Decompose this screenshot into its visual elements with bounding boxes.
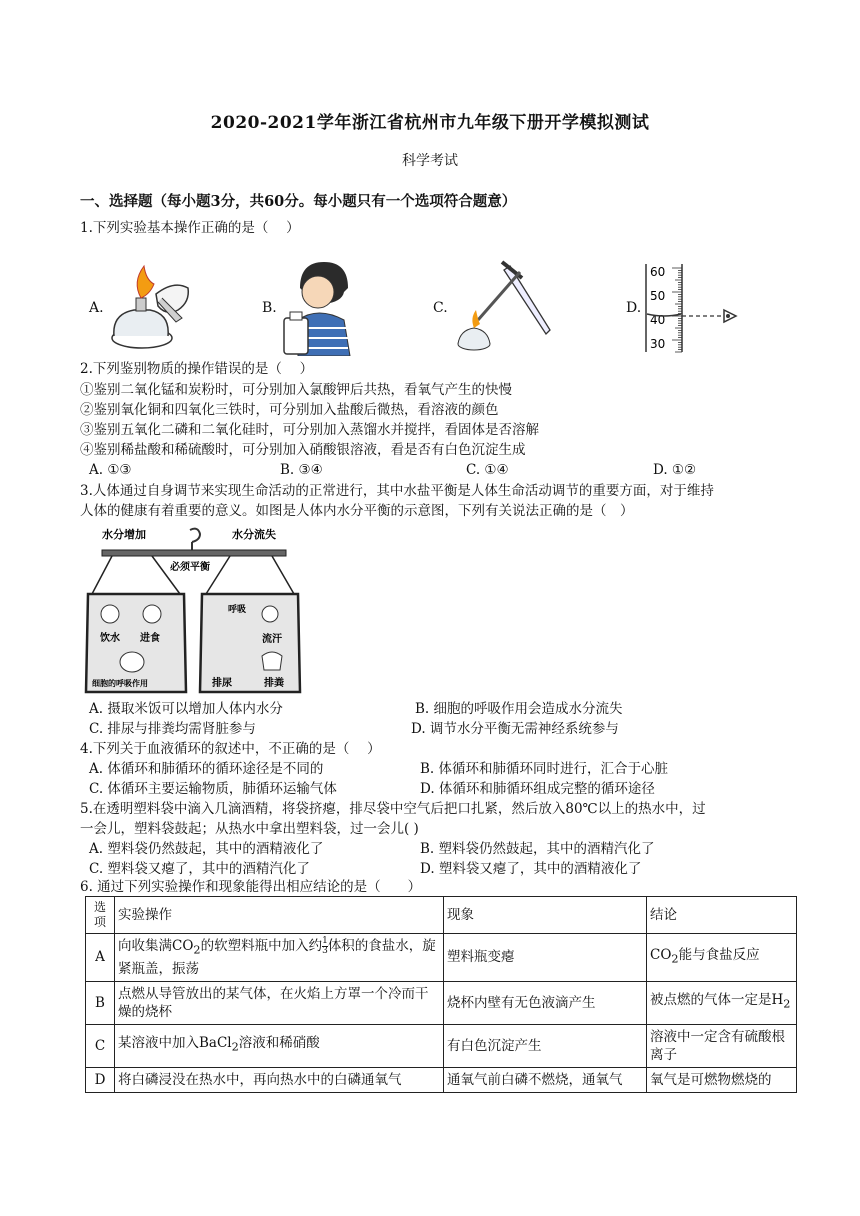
q5-stem-line1: 5.在透明塑料袋中滴入几滴酒精，将袋挤瘪，排尽袋中空气后把口扎紧，然后放入80℃以上的热水中，过 xyxy=(80,801,706,817)
table-header-cell: 实验操作 xyxy=(115,897,444,934)
q4-stem: 4.下列关于血液循环的叙述中，不正确的是（ ） xyxy=(80,741,381,757)
q4-option-a[interactable]: A. 体循环和肺循环的循环途径是不同的 xyxy=(89,761,324,777)
q4-option-c[interactable]: C. 体循环主要运输物质，肺循环运输气体 xyxy=(89,781,337,797)
q5-option-a[interactable]: A. 塑料袋仍然鼓起，其中的酒精液化了 xyxy=(89,841,324,857)
table-cell-key: C xyxy=(86,1024,115,1067)
cylinder-tick-60: 60 xyxy=(650,265,666,279)
q2-item-1: ①鉴别二氧化锰和炭粉时，可分别加入氯酸钾后共热，看氧气产生的快慢 xyxy=(80,382,512,398)
q5-option-d[interactable]: D. 塑料袋又瘪了，其中的酒精液化了 xyxy=(420,861,642,877)
heating-tube-figure xyxy=(450,258,560,356)
table-cell-operation: 将白磷浸没在热水中，再向热水中的白磷通氧气 xyxy=(115,1067,444,1092)
fig-item-breath: 呼吸 xyxy=(228,605,247,615)
fig-left-header: 水分增加 xyxy=(102,528,146,541)
q1-stem: 1.下列实验基本操作正确的是（ ） xyxy=(80,220,300,236)
q4-option-b[interactable]: B. 体循环和肺循环同时进行，汇合于心脏 xyxy=(420,761,669,777)
q4-option-d[interactable]: D. 体循环和肺循环组成完整的循环途径 xyxy=(420,781,655,797)
q5-option-c[interactable]: C. 塑料袋又瘪了，其中的酒精汽化了 xyxy=(89,861,310,877)
q3-stem-line2: 人体的健康有着重要的意义。如图是人体内水分平衡的示意图，下列有关说法正确的是（ ） xyxy=(80,503,634,519)
fig-right-header: 水分流失 xyxy=(232,528,276,541)
table-cell-conclusion: $CO_2$能与食盐反应 xyxy=(647,934,797,982)
alcohol-lamp-figure xyxy=(104,258,200,354)
table-row xyxy=(86,1067,797,1092)
fig-item-feces: 排粪 xyxy=(264,678,284,689)
table-cell-conclusion: 溶液中一定含有硫酸根离子 xyxy=(647,1024,797,1067)
table-header-cell: 选项 xyxy=(86,897,115,934)
fig-item-eat: 进食 xyxy=(140,633,160,644)
q2-option-d[interactable]: D. ①② xyxy=(653,462,697,478)
page-subtitle: 科学考试 xyxy=(402,153,458,169)
table-cell-phenomenon: 烧杯内壁有无色液滴产生 xyxy=(444,981,647,1024)
q3-option-b[interactable]: B. 细胞的呼吸作用会造成水分流失 xyxy=(415,701,623,717)
q3-option-a[interactable]: A. 摄取米饭可以增加人体内水分 xyxy=(89,701,283,717)
q3-stem-line1: 3.人体通过自身调节来实现生命活动的正常进行，其中水盐平衡是人体生命活动调节的重要方面，对于维持 xyxy=(80,483,714,499)
table-cell-key: B xyxy=(86,981,115,1024)
table-cell-operation: 点燃从导管放出的某气体，在火焰上方罩一个冷而干燥的烧杯 xyxy=(115,981,444,1024)
q2-option-c[interactable]: C. ①④ xyxy=(466,462,509,478)
section-heading: 一、选择题（每小题3分，共60分。每小题只有一个选项符合题意） xyxy=(80,193,517,210)
cylinder-tick-30: 30 xyxy=(650,337,666,351)
q2-option-b[interactable]: B. ③④ xyxy=(280,462,323,478)
table-header-row xyxy=(86,897,797,934)
water-balance-figure xyxy=(82,524,302,698)
q2-option-a[interactable]: A. ①③ xyxy=(89,462,132,478)
q2-item-2: ②鉴别氧化铜和四氧化三铁时，可分别加入盐酸后微热，看溶液的颜色 xyxy=(80,402,499,418)
table-cell-operation: 某溶液中加入BaCl$_2$溶液和稀硝酸 xyxy=(115,1024,444,1067)
fraction-one-third: $\frac{1}{3}$ xyxy=(322,936,328,956)
page-title: 2020-2021学年浙江省杭州市九年级下册开学模拟测试 xyxy=(210,113,650,133)
smelling-gas-figure xyxy=(278,258,358,356)
table-header-cell: 现象 xyxy=(444,897,647,934)
q2-item-3: ③鉴别五氧化二磷和二氧化硅时，可分别加入蒸馏水并搅拌，看固体是否溶解 xyxy=(80,422,539,438)
q5-stem-line2: 一会儿，塑料袋鼓起；从热水中拿出塑料袋，过一会儿( ) xyxy=(80,821,419,837)
fig-item-respiration: 细胞的呼吸作用 xyxy=(92,679,148,688)
q5-option-b[interactable]: B. 塑料袋仍然鼓起，其中的酒精汽化了 xyxy=(420,841,655,857)
table-cell-operation: 向收集满$CO_2$的软塑料瓶中加入约 $\frac{1}{3}$ 体积的食盐水，旋紧瓶盖，振荡 xyxy=(115,934,444,982)
q3-option-c[interactable]: C. 排尿与排粪均需肾脏参与 xyxy=(89,721,256,737)
table-cell-key: D xyxy=(86,1067,115,1092)
graduated-cylinder-figure xyxy=(644,262,744,354)
q2-item-4: ④鉴别稀盐酸和稀硫酸时，可分别加入硝酸银溶液，看是否有白色沉淀生成 xyxy=(80,442,526,458)
q6-stem: 6. 通过下列实验操作和现象能得出相应结论的是（ ） xyxy=(80,879,422,895)
q3-option-d[interactable]: D. 调节水分平衡无需神经系统参与 xyxy=(411,721,619,737)
q1-label-d: D. xyxy=(626,300,642,316)
table-row xyxy=(86,981,797,1024)
cylinder-tick-50: 50 xyxy=(650,289,666,303)
table-cell-phenomenon: 通氧气前白磷不燃烧，通氧气 xyxy=(444,1067,647,1092)
cylinder-tick-40: 40 xyxy=(650,313,666,327)
table-header-cell: 结论 xyxy=(647,897,797,934)
table-cell-conclusion: 氧气是可燃物燃烧的 xyxy=(647,1067,797,1092)
table-cell-phenomenon: 塑料瓶变瘪 xyxy=(444,934,647,982)
fig-item-drink: 饮水 xyxy=(100,633,120,644)
q1-label-b: B. xyxy=(262,300,277,316)
fig-item-urine: 排尿 xyxy=(212,678,232,689)
table-row xyxy=(86,1024,797,1067)
experiment-table xyxy=(85,896,797,1093)
table-cell-key: A xyxy=(86,934,115,982)
fig-item-sweat: 流汗 xyxy=(262,634,282,645)
table-cell-phenomenon: 有白色沉淀产生 xyxy=(444,1024,647,1067)
fig-balance-label: 必须平衡 xyxy=(170,562,210,573)
q2-stem: 2.下列鉴别物质的操作错误的是（ ） xyxy=(80,361,314,377)
q1-label-a: A. xyxy=(89,300,104,316)
q1-label-c: C. xyxy=(433,300,448,316)
table-cell-conclusion: 被点燃的气体一定是$H_2$ xyxy=(647,981,797,1024)
table-row xyxy=(86,934,797,982)
